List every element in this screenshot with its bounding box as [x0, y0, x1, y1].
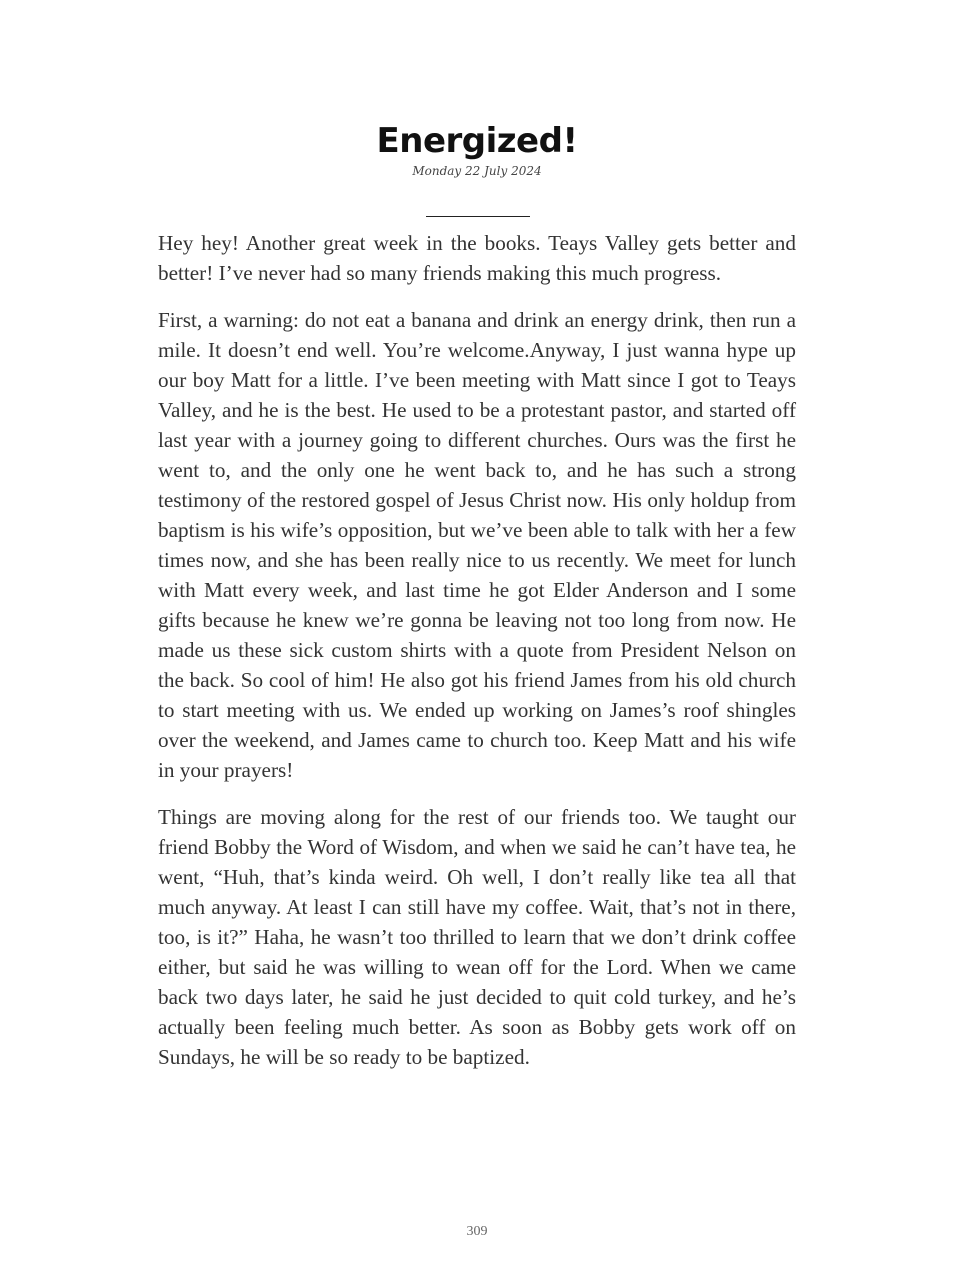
- entry-date: Monday 22 July 2024: [412, 164, 542, 178]
- title-divider: [426, 216, 530, 217]
- paragraph: First, a warning: do not eat a banana and drink an energy drink, then run a mile. It doesn’t end well. You’re welcome.Anyway, I just wanna hype up our boy Matt for a little. I’ve been meeting with Matt since I got to Teays Valley, and he is the best. He used to be a protestant pastor, and started off last year with a journey going to different churches. Ours was the first he went to, and the only one he went back to, and he has such a strong testimony of the restored gospel of Jesus Christ now. His only holdup from baptism is his wife’s opposition, but we’ve been able to talk with her a few times now, and she has been really nice to us recently. We meet for lunch with Matt every week, and last time he got Elder Anderson and I some gifts because he knew we’re gonna be leaving not too long from now. He made us these sick custom shirts with a quote from President Nelson on the back. So cool of him! He also got his friend James from his old church to start meeting with us. We ended up working on James’s roof shingles over the weekend, and James came to church too. Keep Matt and his wife in your prayers!: [158, 308, 796, 782]
- page-number: 309: [466, 1224, 488, 1239]
- body-text: [158, 228, 796, 1089]
- paragraph: Hey hey! Another great week in the books. Teays Valley gets better and better! I’ve never had so many friends making this much progress.: [158, 231, 796, 285]
- page-title: Energized!: [376, 121, 578, 161]
- paragraph: Things are moving along for the rest of our friends too. We taught our friend Bobby the Word of Wisdom, and when we said he can’t have tea, he went, “Huh, that’s kinda weird. Oh well, I don’t really like tea all that much anyway. At least I can still have my coffee. Wait, that’s not in there, too, is it?” Haha, he wasn’t too thrilled to learn that we don’t drink coffee either, but said he was willing to wean off for the Lord. When we came back two days later, he said he just decided to quit cold turkey, and he’s actually been feeling much better. As soon as Bobby gets work off on Sundays, he will be so ready to be baptized.: [158, 805, 796, 1069]
